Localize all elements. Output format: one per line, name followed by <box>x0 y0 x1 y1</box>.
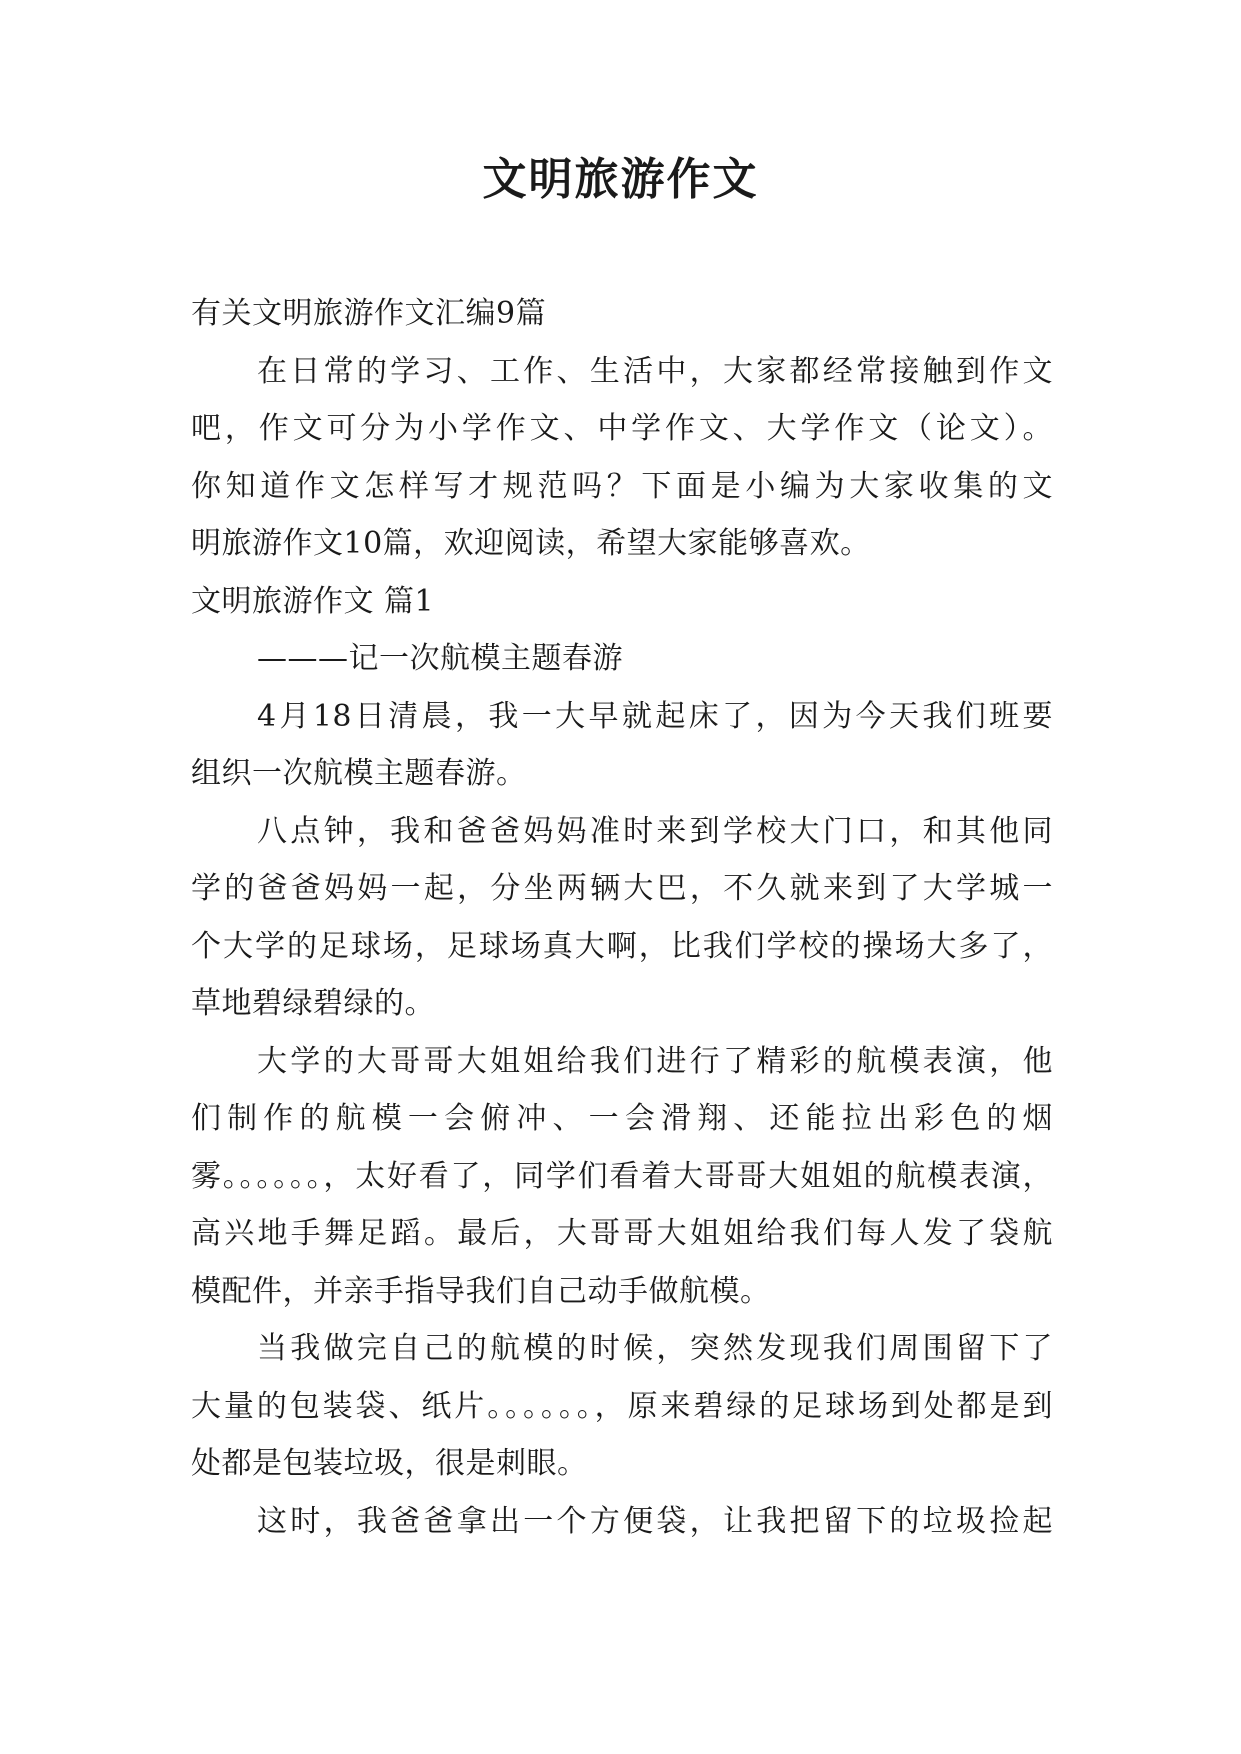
text-line: 大量的包装袋、纸片。。。。。。，原来碧绿的足球场到处都是到 <box>191 1388 1053 1424</box>
text-line: 组织一次航模主题春游。 <box>191 756 527 791</box>
text-line: 当我做完自己的航模的时候，突然发现我们周围留下了 <box>257 1331 1053 1366</box>
document-title: 文明旅游作文 <box>482 154 759 205</box>
text-line: 这时，我爸爸拿出一个方便袋，让我把留下的垃圾捡起 <box>257 1503 1053 1539</box>
text-line: 学的爸爸妈妈一起，分坐两辆大巴，不久就来到了大学城一 <box>191 871 1053 906</box>
text-line: 你知道作文怎样写才规范吗？下面是小编为大家收集的文 <box>191 468 1053 504</box>
document-body <box>191 285 1053 1550</box>
text-line: 个大学的足球场，足球场真大啊，比我们学校的操场大多了， <box>191 928 1053 964</box>
text-line: 4月18日清晨，我一大早就起床了，因为今天我们班要 <box>257 698 1053 734</box>
text-line: 在日常的学习、工作、生活中，大家都经常接触到作文 <box>257 353 1053 389</box>
text-line: 高兴地手舞足蹈。最后，大哥哥大姐姐给我们每人发了袋航 <box>191 1216 1053 1251</box>
text-line: 草地碧绿碧绿的。 <box>191 986 435 1021</box>
text-line: 处都是包装垃圾，很是刺眼。 <box>191 1446 588 1481</box>
text-line: 模配件，并亲手指导我们自己动手做航模。 <box>191 1273 771 1309</box>
text-line: 们制作的航模一会俯冲、一会滑翔、还能拉出彩色的烟 <box>191 1101 1053 1136</box>
subtitle-line: 有关文明旅游作文汇编9篇 <box>191 296 547 331</box>
text-line: 八点钟，我和爸爸妈妈准时来到学校大门口，和其他同 <box>257 813 1053 849</box>
section-subtitle: ———记一次航模主题春游 <box>257 641 623 676</box>
text-line: 明旅游作文10篇，欢迎阅读，希望大家能够喜欢。 <box>191 526 871 561</box>
text-line: 吧，作文可分为小学作文、中学作文、大学作文（论文）。 <box>191 411 1053 446</box>
text-line: 雾。。。。。。，太好看了，同学们看着大哥哥大姐姐的航模表演， <box>191 1158 1053 1194</box>
text-line: 大学的大哥哥大姐姐给我们进行了精彩的航模表演，他 <box>257 1043 1053 1079</box>
section-heading: 文明旅游作文 篇1 <box>191 583 435 619</box>
